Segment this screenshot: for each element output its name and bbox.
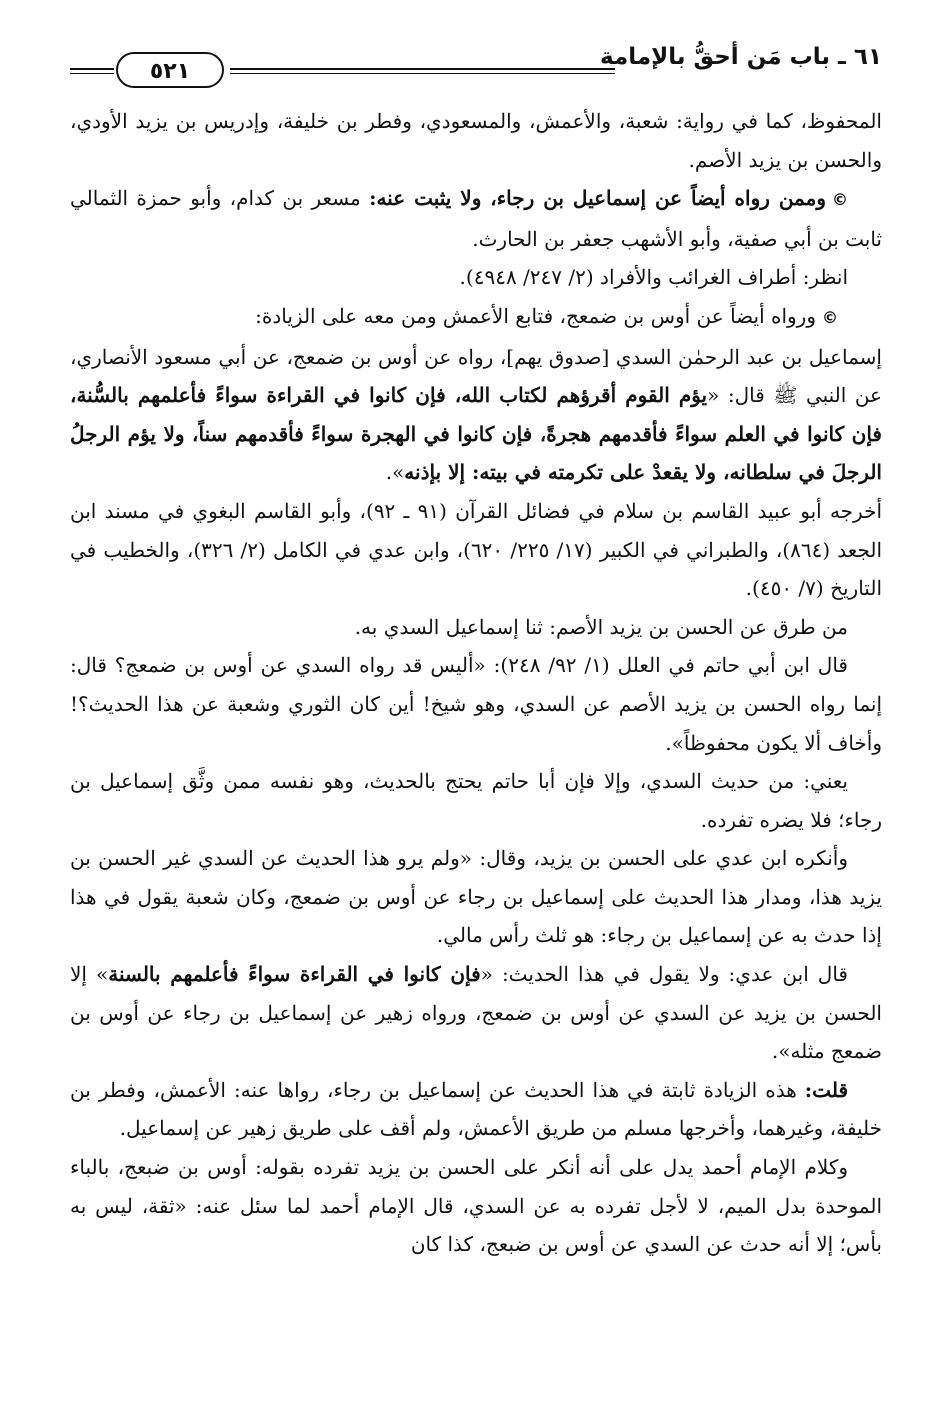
paragraph [70,608,882,647]
page-number: ٥٢١ [116,52,224,88]
paragraph [70,297,882,338]
paragraph-text: إسماعيل بن عبد الرحمٰن السدي [صدوق يهم]، رواه عن أوس بن ضمعج، عن أبي مسعود الأنصاري، عن النبي ﷺ قال: « [70,344,882,408]
paragraph-text: ». [385,460,405,485]
paragraph-text: أخرجه أبو عبيد القاسم بن سلام في فضائل القرآن (٩١ ـ ٩٢)، وأبو القاسم البغوي في مسند ابن الجعد (٨٦٤)، والطبراني في الكبير (١٧/ ٢٢٥/ ٦٢٠)، وابن عدي في الكامل (٢/ ٣٢٦)، والخطيب في التاريخ (٧/ ٤٥٠). [70,498,883,601]
paragraph [70,258,882,297]
header-rule-line [230,68,615,70]
main-text [70,102,882,1264]
chapter-title: ٦١ ـ باب مَن أحقُّ بالإمامة [600,44,882,70]
paragraph [70,179,882,258]
paragraph-text: يعني: من حديث السدي، وإلا فإن أبا حاتم يحتج بالحديث، وهو نفسه ممن وثَّق إسماعيل بن رجاء؛ فلا يضره تفرده. [70,769,882,832]
paragraph-text: وكلام الإمام أحمد يدل على أنه أنكر على الحسن بن يزيد تفرده بقوله: أوس بن ضبعج، بالباء الموحدة بدل الميم، لا لأجل تفرده به عن السدي، قال الإمام أحمد لما سئل عنه: «ثقة، ليس به بأس؛ إلا أنه حدث عن السدي عن أوس بن ضبعج، كذا كان [70,1155,882,1257]
paragraph-text: قال ابن عدي: ولا يقول في هذا الحديث: « [480,962,848,987]
paragraph-text: المحفوظ، كما في رواية: شعبة، والأعمش، والمسعودي، وفطر بن خليفة، وإدريس بن يزيد الأودي، والحسن بن يزيد الأصم. [70,109,882,172]
paragraph [70,762,882,839]
paragraph-text: ورواه أيضاً عن أوس بن ضمعج، فتابع الأعمش ومن معه على الزيادة: [255,303,816,328]
paragraph-text: مسعر بن كدام، وأبو حمزة الثمالي ثابت بن أبي صفية، وأبو الأشهب جعفر بن الحارث. [70,186,882,251]
header-rule-line [70,73,114,74]
bold-text: قلت: [804,1077,848,1102]
bold-text: وممن رواه أيضاً عن إسماعيل بن رجاء، ولا يثبت عنه: [369,186,826,211]
header-rule-line [230,73,615,74]
paragraph-text: » إلا الحسن بن يزيد عن السدي عن أوس بن ضمعج، ورواه زهير عن إسماعيل بن رجاء عن أوس بن ضمعج مثله». [70,962,882,1064]
paragraph [70,102,882,179]
paragraph [70,839,882,955]
paragraph-text: وأنكره ابن عدي على الحسن بن يزيد، وقال: «ولم يرو هذا الحديث عن السدي غير الحسن بن يزيد هذا، ومدار هذا الحديث على إسماعيل بن رجاء عن أوس بن ضمعج، وكان شعبة يقول في هذا إذا حدث به عن إسماعيل بن رجاء: هو ثلث رأس مالي. [70,846,882,948]
paragraph-text: هذه الزيادة ثابتة في هذا الحديث عن إسماعيل بن رجاء، رواها عنه: الأعمش، وفطر بن خليفة، وغيرهما، وأخرجها مسلم من طريق الأعمش، ولم أقف على طريق زهير عن إسماعيل. [70,1077,882,1141]
paragraph [70,646,882,762]
page-header [70,40,882,102]
paragraph [70,1071,882,1148]
hadith-text: فإن كانوا في القراءة سواءً فأعلمهم بالسنة [108,962,481,987]
header-rule [70,59,615,84]
bullet-icon: © [822,307,838,327]
paragraph-text: قال ابن أبي حاتم في العلل (١/ ٩٢/ ٢٤٨): «أليس قد رواه السدي عن أوس بن ضمعج؟ قال: إنما رواه الحسن بن يزيد الأصم عن السدي، وهو شيخ! أين كان الثوري وشعبة عن هذا الحديث؟! وأخاف ألا يكون محفوظاً». [70,653,882,755]
paragraph-text: من طرق عن الحسن بن يزيد الأصم: ثنا إسماعيل السدي به. [354,614,848,639]
book-page [70,40,882,1264]
paragraph [70,955,882,1071]
hadith-text: يؤم القوم أقرؤهم لكتاب الله، فإن كانوا في القراءة سواءً فأعلمهم بالسُّنة، فإن كانوا في العلم سواءً فأقدمهم هجرةً، فإن كانوا في الهجرة سواءً فأقدمهم سناً، ولا يؤم الرجلُ الرجلَ في سلطانه، ولا يقعدْ على تكرمته في بيته: إلا بإذنه [70,383,882,485]
header-rule-line [70,68,114,70]
paragraph [70,492,882,608]
paragraph [70,1148,882,1264]
bullet-icon: © [832,190,848,210]
paragraph [70,338,882,492]
paragraph-text: انظر: أطراف الغرائب والأفراد (٢/ ٢٤٧/ ٤٩٤٨). [459,265,848,290]
